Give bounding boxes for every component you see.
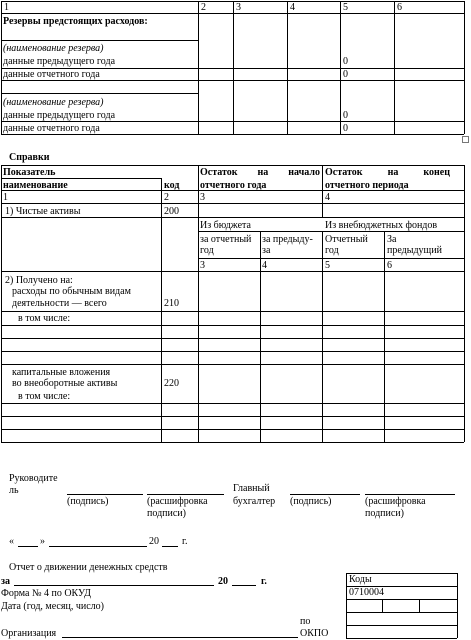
report-for: за: [1, 576, 11, 587]
sub-col-header: за: [262, 245, 271, 256]
start-balance-header: отчетного года: [200, 180, 267, 191]
okpo-label: ОКПО: [300, 628, 329, 639]
net-assets-code: 200: [164, 206, 179, 217]
row-label: данные отчетного года: [3, 123, 100, 134]
code-header: код: [164, 180, 180, 191]
start-balance-header: Остаток на начало: [200, 167, 320, 178]
date-year-line: [162, 546, 178, 547]
capital-investments-label: во внеоборотные активы: [12, 378, 118, 389]
head-decoding-line: [147, 494, 224, 495]
sub-col-header: предыдущий: [387, 245, 442, 256]
references-title: Справки: [9, 152, 50, 163]
col-number: 2: [201, 2, 206, 13]
col-number: 5: [325, 260, 330, 271]
received-heading: 2) Получено на:: [5, 275, 73, 286]
ordinary-expenses-label: расходы по обычным видам: [12, 286, 131, 297]
okpo-label: по: [300, 616, 311, 627]
name-header: наименование: [3, 180, 68, 191]
col-number: 1: [4, 2, 9, 13]
decoding-caption: (расшифровка: [365, 496, 426, 507]
chief-accountant-label: Главный: [233, 483, 270, 494]
cell-value: 0: [343, 123, 348, 134]
cell-value: 0: [343, 110, 348, 121]
organization-label: Организация: [1, 628, 57, 639]
head-label: Руководите: [9, 473, 58, 484]
col-number: 3: [236, 2, 241, 13]
chief-accountant-label: бухгалтер: [233, 496, 276, 507]
ordinary-expenses-label: деятельности — всего: [12, 298, 107, 309]
capital-investments-code: 220: [164, 378, 179, 389]
cell-value: 0: [343, 56, 348, 67]
col-number: 6: [387, 260, 392, 271]
col-number: 5: [343, 2, 348, 13]
head-label: ль: [9, 485, 19, 496]
capital-investments-label: капитальные вложения: [12, 367, 111, 378]
signature-caption: (подпись): [67, 496, 109, 507]
year-suffix: г.: [182, 536, 188, 547]
net-assets-label: 1) Чистые активы: [5, 206, 81, 217]
sub-col-header: год: [325, 245, 339, 256]
including-label: в том числе:: [18, 313, 71, 324]
report-year-suffix: г.: [261, 576, 267, 587]
sub-col-header: за отчетный: [200, 234, 252, 245]
date-close-quote: »: [40, 536, 45, 547]
including-label: в том числе:: [18, 391, 71, 402]
col-number: 3: [200, 192, 205, 203]
organization-line: [62, 637, 298, 638]
row-label: данные предыдущего года: [3, 56, 116, 67]
decoding-caption: подписи): [147, 508, 186, 519]
date-day-line: [18, 546, 38, 547]
col-number: 4: [290, 2, 295, 13]
report-title: Отчет о движении денежных средств: [9, 562, 168, 573]
chief-decoding-line: [365, 494, 455, 495]
report-year-prefix: 20: [218, 576, 228, 587]
sub-col-header: год: [200, 245, 214, 256]
row-label: данные отчетного года: [3, 69, 100, 80]
resize-handle-icon: [462, 136, 469, 143]
end-balance-header: отчетного периода: [325, 180, 409, 191]
col-number: 4: [262, 260, 267, 271]
col-number: 3: [200, 260, 205, 271]
col-number: 4: [325, 192, 330, 203]
sub-col-header: за предыду-: [262, 234, 313, 245]
cell-value: 0: [343, 69, 348, 80]
from-budget-header: Из бюджета: [200, 220, 251, 231]
decoding-caption: подписи): [365, 508, 404, 519]
sub-col-header: За: [387, 234, 397, 245]
decoding-caption: (расшифровка: [147, 496, 208, 507]
report-period-line: [14, 585, 214, 586]
col-number: 2: [164, 192, 169, 203]
okud-code: 0710004: [349, 587, 384, 598]
reserves-title: Резервы предстоящих расходов:: [3, 16, 148, 27]
ordinary-expenses-code: 210: [164, 298, 179, 309]
date-month-line: [49, 546, 147, 547]
reserve-name-placeholder: (наименование резерва): [3, 97, 104, 108]
report-year-line: [232, 585, 256, 586]
head-signature-line: [67, 494, 143, 495]
from-extra-funds-header: Из внебюджетных фондов: [325, 220, 438, 231]
chief-signature-line: [290, 494, 360, 495]
date-open-quote: «: [9, 536, 14, 547]
reserve-name-placeholder: (наименование резерва): [3, 43, 104, 54]
date-label: Дата (год, месяц, число): [1, 601, 104, 612]
codes-header: Коды: [349, 574, 372, 585]
form-label: Форма № 4 по ОКУД: [1, 588, 91, 599]
end-balance-header: Остаток на конец: [325, 167, 450, 178]
indicator-header: Показатель: [3, 167, 56, 178]
signature-caption: (подпись): [290, 496, 332, 507]
col-number: 1: [3, 192, 8, 203]
sub-col-header: Отчетный: [325, 234, 368, 245]
year-prefix: 20: [149, 536, 159, 547]
col-number: 6: [397, 2, 402, 13]
row-label: данные предыдущего года: [3, 110, 116, 121]
